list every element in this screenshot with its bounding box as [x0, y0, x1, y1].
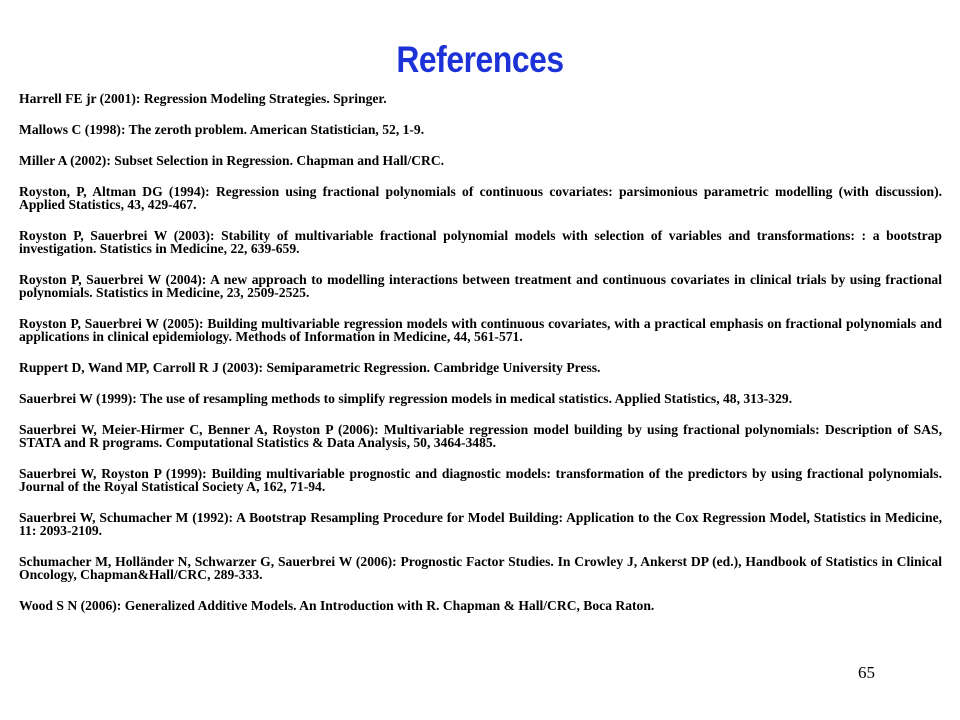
reference-item: Royston P, Sauerbrei W (2003): Stability of multivariable fractional polynomial models with selection of variables and transformations: : a bootstrap investigation. Statistics in Medicine, 22, 639-659. [19, 228, 942, 256]
page-number: 65 [858, 663, 875, 682]
reference-list [19, 92, 942, 630]
reference-item: Mallows C (1998): The zeroth problem. American Statistician, 52, 1-9. [19, 122, 425, 137]
reference-item: Miller A (2002): Subset Selection in Regression. Chapman and Hall/CRC. [19, 153, 445, 168]
reference-item: Sauerbrei W (1999): The use of resampling methods to simplify regression models in medical statistics. Applied Statistics, 48, 313-329. [19, 391, 793, 406]
reference-item: Schumacher M, Holländer N, Schwarzer G, Sauerbrei W (2006): Prognostic Factor Studies. In Crowley J, Ankerst DP (ed.), Handbook of Statistics in Clinical Oncology, Chapman&Hall/CRC, 289-333. [19, 554, 942, 582]
reference-item: Royston, P, Altman DG (1994): Regression using fractional polynomials of continuous covariates: parsimonious parametric modelling (with discussion). Applied Statistics, 43, 429-467. [19, 184, 942, 212]
reference-item: Royston P, Sauerbrei W (2004): A new approach to modelling interactions between treatment and continuous covariates in clinical trials by using fractional polynomials. Statistics in Medicine, 23, 2509-2525. [19, 272, 942, 300]
reference-item: Harrell FE jr (2001): Regression Modeling Strategies. Springer. [19, 91, 387, 106]
reference-item: Wood S N (2006): Generalized Additive Models. An Introduction with R. Chapman & Hall/CRC, Boca Raton. [19, 598, 655, 613]
reference-item: Sauerbrei W, Meier-Hirmer C, Benner A, Royston P (2006): Multivariable regression model building by using fractional polynomials: Description of SAS, STATA and R programs. Computational Statistics & Data Analysis, 50, 3464-3485. [19, 422, 942, 450]
reference-item: Ruppert D, Wand MP, Carroll R J (2003): Semiparametric Regression. Cambridge University Press. [19, 360, 601, 375]
reference-item: Sauerbrei W, Royston P (1999): Building multivariable prognostic and diagnostic models: transformation of the predictors by using fractional polynomials. Journal of the Royal Statistical Society A, 162, 71-94. [19, 466, 942, 494]
page-title: References [396, 39, 564, 80]
reference-item: Royston P, Sauerbrei W (2005): Building multivariable regression models with continuous covariates, with a practical emphasis on fractional polynomials and applications in clinical epidemiology. Methods of Information in Medicine, 44, 561-571. [19, 316, 942, 344]
reference-item: Sauerbrei W, Schumacher M (1992): A Bootstrap Resampling Procedure for Model Building: Application to the Cox Regression Model, Statistics in Medicine, 11: 2093-2109. [19, 510, 942, 538]
